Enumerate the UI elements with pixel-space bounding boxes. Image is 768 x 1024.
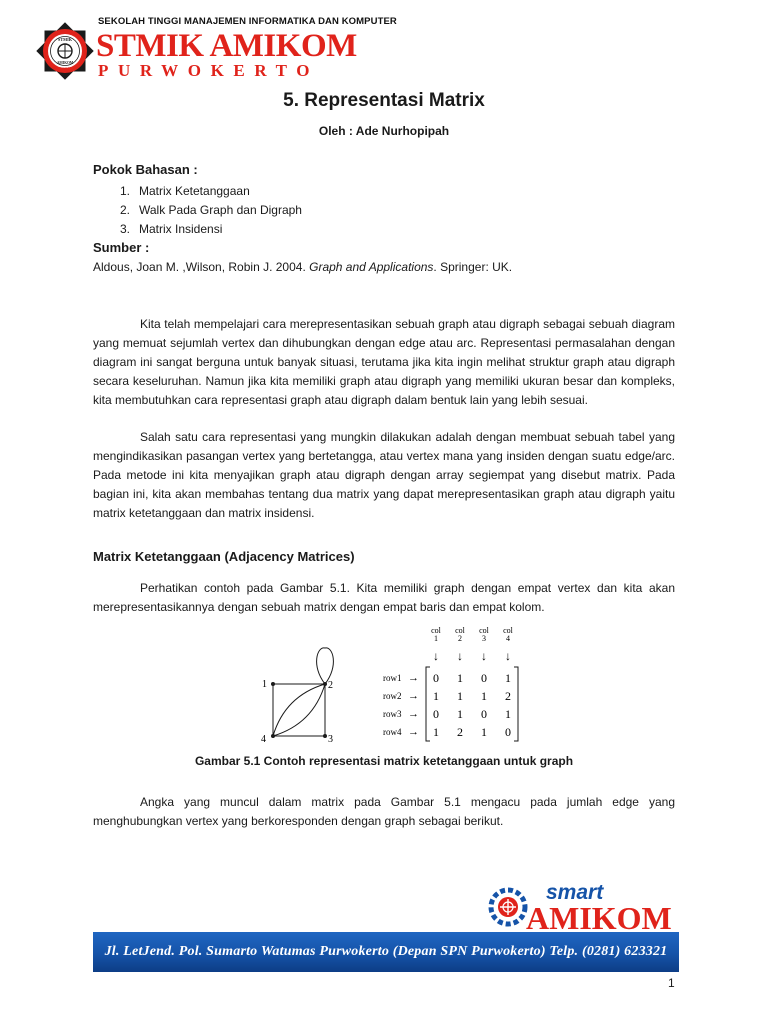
citation-publisher: . Springer: UK.: [433, 260, 513, 274]
column-label: 4: [506, 634, 510, 643]
document-title: 5. Representasi Matrix: [283, 90, 485, 111]
logo-text-bottom: PURWOKERTO: [54, 66, 76, 70]
paragraph-explanation: Angka yang muncul dalam matrix pada Gambar 5.1 mengacu pada jumlah edge yang menghubungkan vertex yang berkoresponden dengan graph sebagai berikut.: [93, 795, 675, 828]
column-label: col: [455, 626, 465, 635]
letterhead: [36, 14, 397, 84]
matrix-cell: 0: [481, 671, 487, 685]
right-arrow-icon: →: [408, 690, 419, 702]
matrix-cell: 1: [457, 707, 463, 721]
matrix-cell: 1: [433, 725, 439, 739]
brand-name: STMIK AMIKOM: [96, 28, 357, 64]
matrix-cell: 1: [457, 689, 463, 703]
logo-smart-text: smart: [546, 881, 604, 904]
brand-city: PURWOKERTO: [98, 61, 320, 80]
matrix-cell: 1: [505, 707, 511, 721]
vertex-label-4: 4: [261, 734, 266, 745]
list-item: [120, 201, 302, 220]
list-item-text: Matrix Ketetanggaan: [139, 184, 250, 198]
column-label: 1: [434, 634, 438, 643]
row-label: row2: [383, 691, 402, 701]
section-heading: Matrix Ketetanggaan (Adjacency Matrices): [93, 549, 355, 564]
matrix-cell: 0: [433, 671, 439, 685]
down-arrow-icon: ↓: [457, 649, 463, 663]
right-arrow-icon: →: [408, 726, 419, 738]
row-label: row4: [383, 727, 402, 737]
source-citation: [93, 260, 512, 274]
list-item: [120, 182, 302, 201]
column-label: 3: [482, 634, 486, 643]
document-author: Oleh : Ade Nurhopipah: [318, 124, 450, 138]
stmik-amikom-logo-icon: [36, 22, 94, 80]
logo-text-top: STMIK: [58, 37, 72, 42]
topics-list: [120, 182, 302, 239]
paragraph-intro: Kita telah mempelajari cara merepresentasikan sebuah graph atau digraph sebagai sebuah diagram yang memuat sejumlah vertex dan dihubungkan dengan edge atau arc. Representasi permasalahan dengan diagram ini sangat berguna untuk banyak situasi, terutama jika kita ingin melihat struktur graph atau digraph secara keseluruhan. Namun jika kita memiliki graph atau digraph yang memiliki ukuran besar dan kompleks, kita membutuhkan cara representasi graph atau digraph dalam bentuk lain yang lebih sesuai.: [93, 317, 675, 407]
paragraph-matrix-definition: Salah satu cara representasi yang mungkin dilakukan adalah dengan membuat sebuah tabel yang mengindikasikan pasangan vertex yang bertetangga, atau vertex mana yang insiden dengan suatu edge/arc. Pada metode ini kita menyajikan graph atau digraph dengan array segiempat yang disebut matrix. Pada bagian ini, kita akan membahas tentang dua matrix yang dapat merepresentasikan graph atau digraph yaitu matrix ketetanggaan dan matrix insidensi.: [93, 430, 675, 520]
column-label: 2: [458, 634, 462, 643]
column-label: col: [479, 626, 489, 635]
matrix-cell: 0: [505, 725, 511, 739]
loop-edge: [317, 648, 334, 684]
list-item: [120, 220, 302, 239]
list-item-text: Walk Pada Graph dan Digraph: [139, 203, 302, 217]
column-label: col: [503, 626, 513, 635]
right-arrow-icon: →: [408, 708, 419, 720]
list-item-text: Matrix Insidensi: [139, 222, 223, 236]
row-label: row1: [383, 673, 402, 683]
paragraph-example: Perhatikan contoh pada Gambar 5.1. Kita memiliki graph dengan empat vertex dan kita akan merepresentasikannya dengan sebuah matrix dengan empat baris dan empat kolom.: [93, 581, 675, 614]
matrix-cell: 2: [457, 725, 463, 739]
logo-text-mid: AMIKOM: [56, 61, 74, 65]
citation-authors: Aldous, Joan M. ,Wilson, Robin J. 2004.: [93, 260, 310, 274]
footer-address: Jl. LetJend. Pol. Sumarto Watumas Purwokerto (Depan SPN Purwokerto) Telp. (0281) 623321: [104, 944, 668, 959]
list-item-number: 1.: [120, 184, 131, 198]
row-label: row3: [383, 709, 402, 719]
matrix-cell: 0: [481, 707, 487, 721]
matrix-cell: 1: [505, 671, 511, 685]
vertex-label-2: 2: [328, 680, 333, 691]
vertex-label-3: 3: [328, 734, 333, 745]
page-number: 1: [668, 976, 675, 990]
right-arrow-icon: →: [408, 672, 419, 684]
matrix-cell: 2: [505, 689, 511, 703]
graph-diagram: [261, 648, 333, 745]
list-item-number: 2.: [120, 203, 131, 217]
list-item-number: 3.: [120, 222, 131, 236]
down-arrow-icon: ↓: [433, 649, 439, 663]
source-label: Sumber :: [93, 240, 150, 255]
matrix-cell: 1: [457, 671, 463, 685]
matrix-cell: 0: [433, 707, 439, 721]
matrix-cell: 1: [481, 725, 487, 739]
smart-amikom-logo-icon: [488, 877, 678, 932]
down-arrow-icon: ↓: [505, 649, 511, 663]
matrix-cell: 1: [481, 689, 487, 703]
column-label: col: [431, 626, 441, 635]
topics-label: Pokok Bahasan :: [93, 162, 198, 177]
down-arrow-icon: ↓: [481, 649, 487, 663]
school-full-name: SEKOLAH TINGGI MANAJEMEN INFORMATIKA DAN KOMPUTER: [98, 16, 397, 27]
logo-amikom-text: AMIKOM: [526, 900, 672, 932]
citation-book-title: Graph and Applications: [309, 260, 434, 274]
figure-caption: Gambar 5.1 Contoh representasi matrix ketetanggaan untuk graph: [194, 754, 574, 768]
matrix-cell: 1: [433, 689, 439, 703]
adjacency-matrix: [383, 626, 518, 741]
figure-graph-and-matrix: [255, 620, 545, 745]
vertex-label-1: 1: [262, 679, 267, 690]
